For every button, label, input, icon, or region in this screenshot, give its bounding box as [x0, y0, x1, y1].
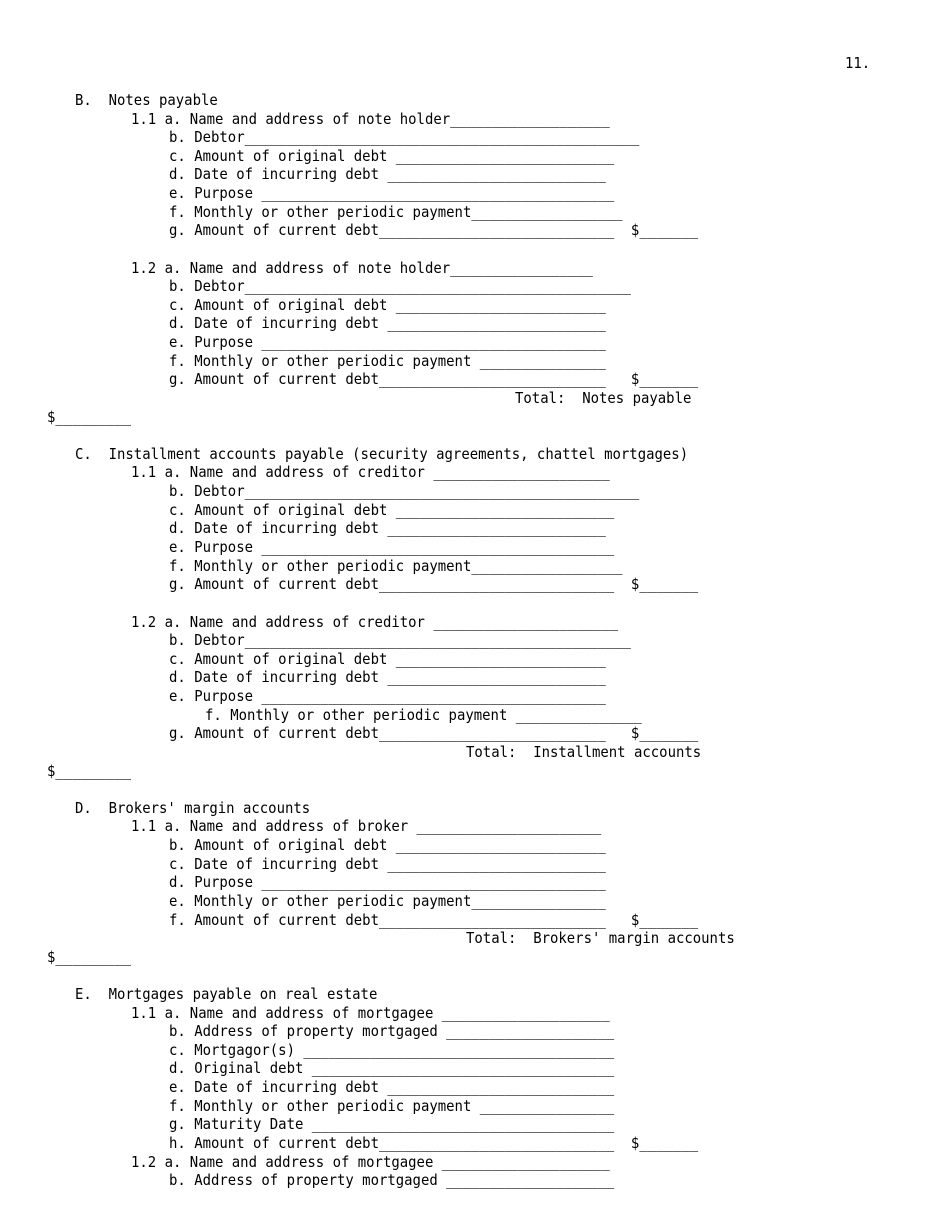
- section-e-item-1-line-g[interactable]: g. Maturity Date ____________________________________: [169, 1115, 615, 1133]
- section-b-item-1-line-d[interactable]: d. Date of incurring debt __________________________: [169, 165, 606, 183]
- section-c-item-2-line-e[interactable]: e. Purpose _________________________________________: [169, 687, 606, 705]
- section-d-item-1-line-a[interactable]: 1.1 a. Name and address of broker ______________________: [131, 817, 602, 835]
- section-b-item-1-line-b[interactable]: b. Debtor_______________________________________________: [169, 128, 640, 146]
- section-d-total-label: Total: Brokers' margin accounts: [466, 929, 735, 947]
- section-b-item-1-line-c[interactable]: c. Amount of original debt __________________________: [169, 147, 615, 165]
- section-c-item-1-line-a[interactable]: 1.1 a. Name and address of creditor _____________________: [131, 463, 610, 481]
- section-e-heading: E. Mortgages payable on real estate: [75, 985, 378, 1003]
- section-e-item-1-line-a[interactable]: 1.1 a. Name and address of mortgagee ____________________: [131, 1004, 610, 1022]
- section-e-item-1-line-e[interactable]: e. Date of incurring debt ___________________________: [169, 1078, 615, 1096]
- section-b-item-2-line-g[interactable]: g. Amount of current debt___________________________ $_______: [169, 370, 699, 388]
- section-e-item-1-line-c[interactable]: c. Mortgagor(s) _____________________________________: [169, 1041, 615, 1059]
- section-c-item-2-line-g[interactable]: g. Amount of current debt___________________________ $_______: [169, 724, 699, 742]
- section-e-item-2-line-b[interactable]: b. Address of property mortgaged ____________________: [169, 1171, 615, 1189]
- section-c-total-label: Total: Installment accounts: [466, 743, 702, 761]
- section-c-item-1-line-d[interactable]: d. Date of incurring debt __________________________: [169, 519, 606, 537]
- section-c-item-2-line-c[interactable]: c. Amount of original debt _________________________: [169, 650, 606, 668]
- section-c-item-1-line-c[interactable]: c. Amount of original debt __________________________: [169, 501, 615, 519]
- section-b-item-2-line-d[interactable]: d. Date of incurring debt __________________________: [169, 314, 606, 332]
- section-b-item-2-line-c[interactable]: c. Amount of original debt _________________________: [169, 296, 606, 314]
- section-c-item-1-line-g[interactable]: g. Amount of current debt____________________________ $_______: [169, 575, 699, 593]
- section-c-item-2-line-b[interactable]: b. Debtor______________________________________________: [169, 631, 631, 649]
- section-e-item-2-line-a[interactable]: 1.2 a. Name and address of mortgagee ____________________: [131, 1153, 610, 1171]
- section-b-item-2-line-b[interactable]: b. Debtor______________________________________________: [169, 277, 631, 295]
- section-b-item-2-line-e[interactable]: e. Purpose _________________________________________: [169, 333, 606, 351]
- section-b-total-label: Total: Notes payable: [515, 389, 692, 407]
- page-number: 11.: [845, 54, 871, 72]
- section-b-item-2-line-a[interactable]: 1.2 a. Name and address of note holder_________________: [131, 259, 593, 277]
- section-c-item-1-line-b[interactable]: b. Debtor_______________________________________________: [169, 482, 640, 500]
- section-d-total-value[interactable]: $_________: [47, 948, 131, 966]
- section-d-item-1-line-b[interactable]: b. Amount of original debt _________________________: [169, 836, 606, 854]
- section-c-item-1-line-f[interactable]: f. Monthly or other periodic payment__________________: [169, 557, 623, 575]
- section-d-item-1-line-c[interactable]: c. Date of incurring debt __________________________: [169, 855, 606, 873]
- section-c-item-2-line-d[interactable]: d. Date of incurring debt __________________________: [169, 668, 606, 686]
- section-c-total-value[interactable]: $_________: [47, 762, 131, 780]
- section-d-item-1-line-e[interactable]: e. Monthly or other periodic payment________________: [169, 892, 606, 910]
- section-b-item-1-line-a[interactable]: 1.1 a. Name and address of note holder___________________: [131, 110, 610, 128]
- section-b-item-1-line-g[interactable]: g. Amount of current debt____________________________ $_______: [169, 221, 699, 239]
- section-b-heading: B. Notes payable: [75, 91, 218, 109]
- section-b-item-1-line-e[interactable]: e. Purpose __________________________________________: [169, 184, 615, 202]
- section-c-item-1-line-e[interactable]: e. Purpose __________________________________________: [169, 538, 615, 556]
- section-d-item-1-line-d[interactable]: d. Purpose _________________________________________: [169, 873, 606, 891]
- section-d-item-1-line-f[interactable]: f. Amount of current debt___________________________ $_______: [169, 911, 699, 929]
- section-d-heading: D. Brokers' margin accounts: [75, 799, 311, 817]
- section-b-item-1-line-f[interactable]: f. Monthly or other periodic payment__________________: [169, 203, 623, 221]
- section-c-item-2-line-a[interactable]: 1.2 a. Name and address of creditor ______________________: [131, 613, 619, 631]
- section-e-item-1-line-f[interactable]: f. Monthly or other periodic payment ________________: [169, 1097, 615, 1115]
- section-e-item-1-line-h[interactable]: h. Amount of current debt____________________________ $_______: [169, 1134, 699, 1152]
- section-e-item-1-line-d[interactable]: d. Original debt ____________________________________: [169, 1059, 615, 1077]
- section-c-item-2-line-f[interactable]: f. Monthly or other periodic payment _______________: [205, 706, 642, 724]
- section-b-total-value[interactable]: $_________: [47, 408, 131, 426]
- section-c-heading: C. Installment accounts payable (security agreements, chattel mortgages): [75, 445, 689, 463]
- section-e-item-1-line-b[interactable]: b. Address of property mortgaged ____________________: [169, 1022, 615, 1040]
- section-b-item-2-line-f[interactable]: f. Monthly or other periodic payment _______________: [169, 352, 606, 370]
